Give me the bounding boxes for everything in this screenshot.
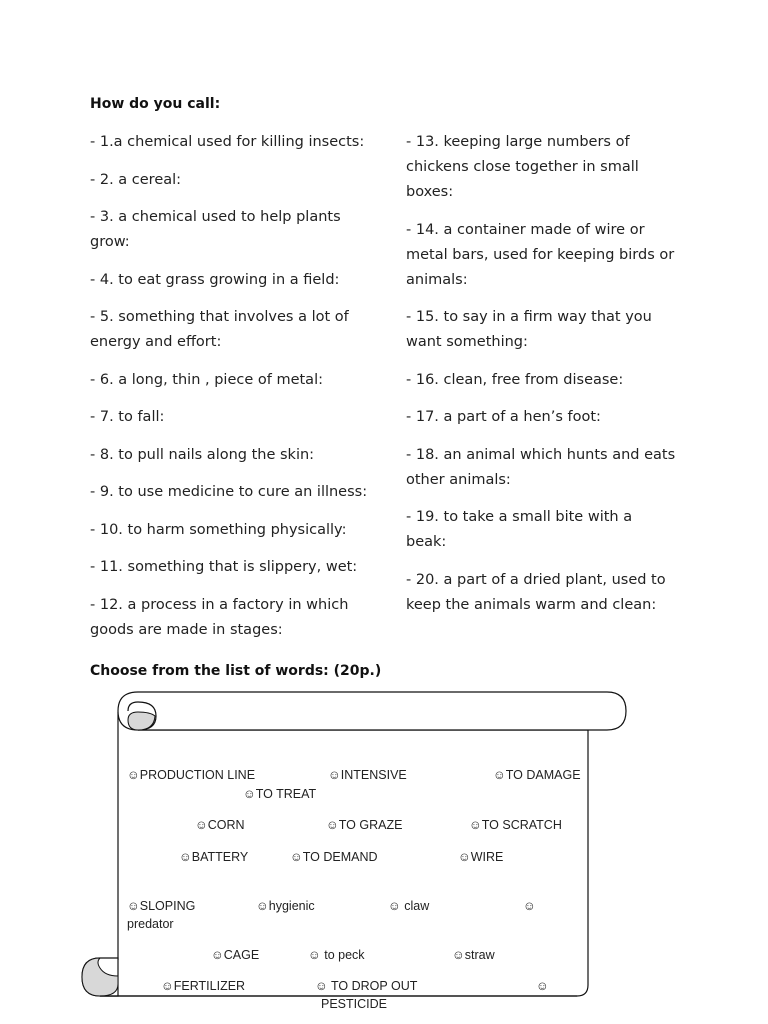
- word-option: ☺: [523, 899, 536, 913]
- question-13: - 13. keeping large numbers of chickens close together in small boxes:: [406, 134, 639, 200]
- word-option: ☺ to peck: [308, 948, 365, 962]
- question-4: - 4. to eat grass growing in a field:: [90, 271, 340, 288]
- word-option: ☺TO SCRATCH: [469, 818, 562, 832]
- word-option: ☺INTENSIVE: [328, 768, 407, 782]
- question-11: - 11. something that is slippery, wet:: [90, 559, 358, 575]
- question-12: - 12. a process in a factory in which goods are made in stages:: [90, 596, 349, 638]
- word-option: PESTICIDE: [321, 997, 387, 1011]
- question-17: - 17. a part of a hen’s foot:: [406, 409, 601, 425]
- question-6: - 6. a long, thin , piece of metal:: [90, 371, 323, 388]
- question-14: - 14. a container made of wire or metal bars, used for keeping birds or animals:: [406, 221, 675, 288]
- word-option: ☺ claw: [388, 899, 430, 913]
- word-option: ☺hygienic: [256, 899, 315, 913]
- question-20: - 20. a part of a dried plant, used to keep the animals warm and clean:: [406, 571, 666, 613]
- question-2: - 2. a cereal:: [90, 171, 182, 188]
- choose-heading: Choose from the list of words: (20p.): [90, 663, 382, 679]
- word-option: ☺SLOPING: [127, 899, 196, 913]
- word-option: ☺CAGE: [211, 948, 260, 962]
- word-option: predator: [127, 917, 174, 931]
- question-5: - 5. something that involves a lot of energy and effort:: [90, 309, 349, 350]
- word-option: ☺TO GRAZE: [326, 818, 403, 832]
- question-3: - 3. a chemical used to help plants grow:: [90, 209, 341, 250]
- word-option: ☺PRODUCTION LINE: [127, 768, 256, 782]
- word-option: ☺TO DEMAND: [290, 850, 378, 864]
- question-9: - 9. to use medicine to cure an illness:: [90, 484, 368, 500]
- word-option: ☺FERTILIZER: [161, 979, 246, 993]
- question-7: - 7. to fall:: [90, 409, 165, 425]
- word-option: ☺TO DAMAGE: [493, 768, 581, 782]
- question-1: - 1.a chemical used for killing insects:: [90, 134, 365, 150]
- question-16: - 16. clean, free from disease:: [406, 371, 624, 388]
- word-option: ☺CORN: [195, 818, 245, 832]
- word-option: ☺: [536, 979, 549, 993]
- question-8: - 8. to pull nails along the skin:: [90, 446, 315, 463]
- word-option: ☺BATTERY: [179, 850, 249, 864]
- word-option: ☺WIRE: [458, 850, 504, 864]
- question-18: - 18. an animal which hunts and eats other animals:: [406, 446, 676, 488]
- word-option: ☺ TO DROP OUT: [315, 979, 418, 993]
- question-19: - 19. to take a small bite with a beak:: [406, 509, 633, 550]
- page-title: How do you call:: [90, 96, 221, 112]
- question-10: - 10. to harm something physically:: [90, 521, 347, 538]
- question-15: - 15. to say in a firm way that you want something:: [406, 309, 652, 350]
- word-option: ☺TO TREAT: [243, 787, 317, 801]
- word-option: ☺straw: [452, 948, 495, 962]
